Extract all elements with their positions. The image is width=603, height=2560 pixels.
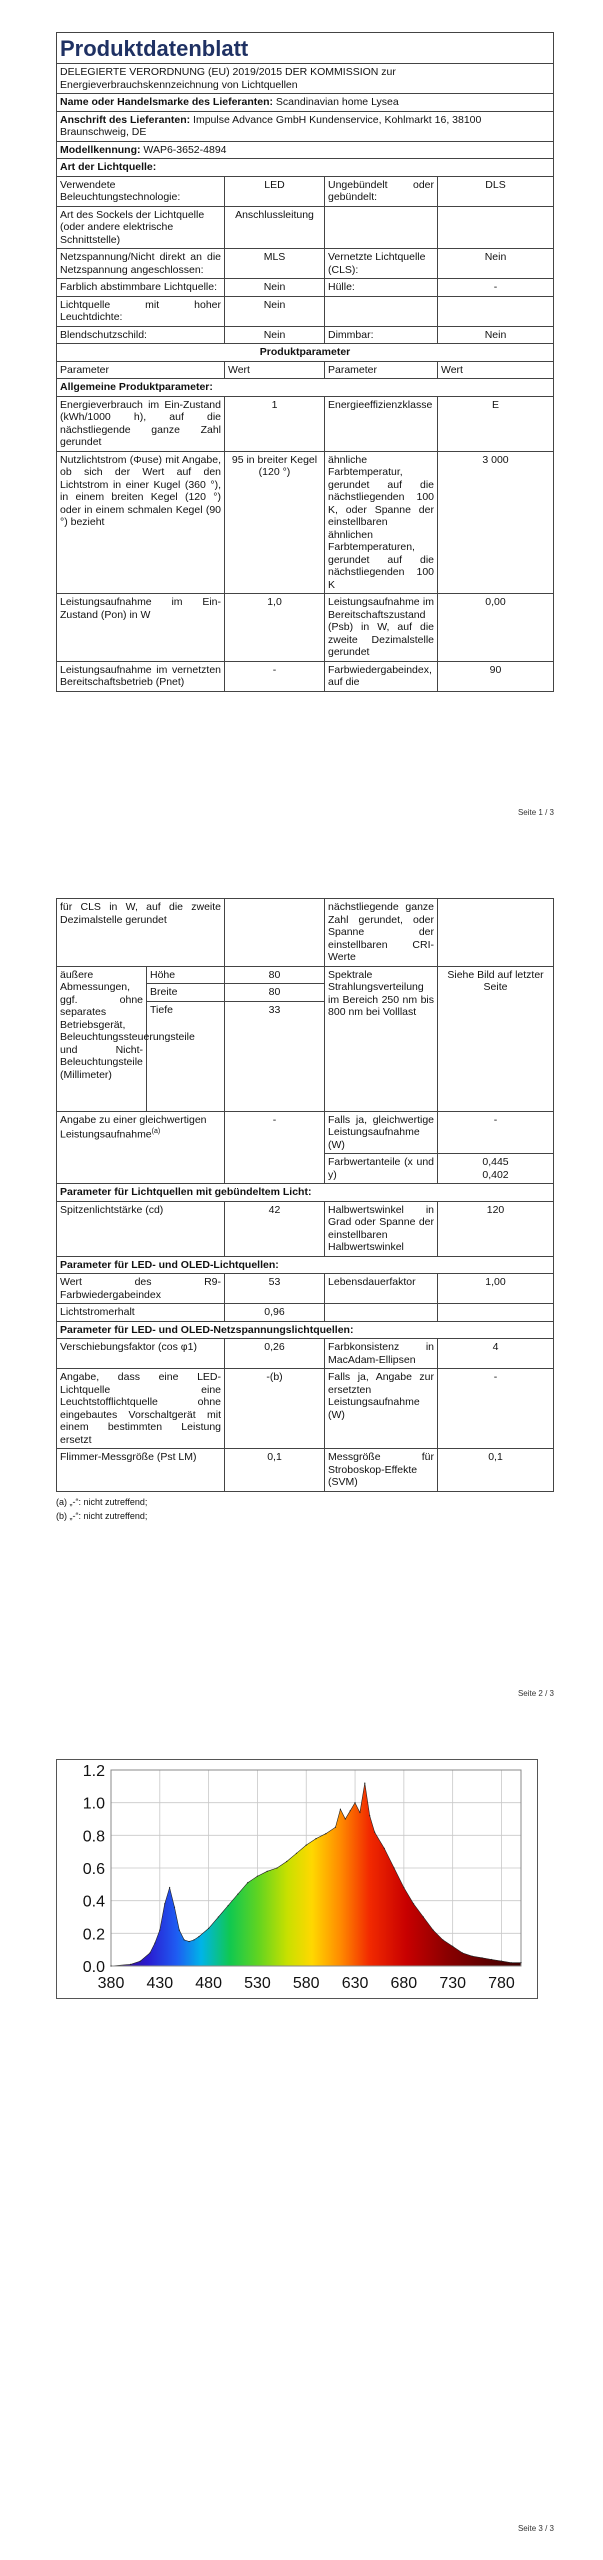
spectrum-point	[374, 1832, 375, 1833]
spectrum-point	[208, 1928, 209, 1929]
spectrum-point	[335, 1827, 336, 1828]
x-tick-label: 680	[390, 1975, 418, 1992]
spectrum-point	[511, 1962, 512, 1963]
page-number-1: Seite 1 / 3	[517, 808, 554, 817]
x-tick-label: 380	[97, 1975, 125, 1992]
table-row: Farbwertanteile (x und y) 0,445 0,402	[57, 1154, 554, 1184]
spectrum-point	[491, 1959, 492, 1960]
supplier-name-value: Scandinavian home Lysea	[275, 96, 399, 108]
model-value: WAP6-3652-4894	[143, 143, 227, 156]
datasheet-table-page1	[56, 32, 554, 692]
x-tick-label: 480	[195, 1975, 222, 1992]
table-row: Art des Sockels der Lichtquelle (oder andere elektrische Schnittstelle) Anschlussleitung	[57, 206, 554, 249]
table-row-split-bottom: für CLS in W, auf die zweite Dezimalstelle gerundet nächstliegende ganze Zahl gerundet, oder Spanne der einstellbaren CRI-Werte	[57, 899, 554, 967]
directional-header: Parameter für Lichtquellen mit gebündeltem Licht:	[57, 1184, 554, 1202]
table-row: Lichtstromerhalt 0,96	[57, 1304, 554, 1322]
mains-header: Parameter für LED- und OLED-Netzspannungslichtquellen:	[57, 1321, 554, 1339]
spectrum-point	[481, 1957, 482, 1958]
x-tick-label: 780	[488, 1975, 515, 1992]
spectrum-point	[423, 1916, 424, 1917]
spectrum-point	[452, 1946, 453, 1947]
supplier-address-value: Impulse Advance GmbH Kundenservice, Kohlmarkt 16, 38100 Braunschweig, DE	[60, 113, 482, 138]
model-row	[57, 141, 554, 159]
datasheet-table-page2	[56, 898, 554, 1492]
spectrum-point	[276, 1867, 277, 1868]
spectrum-point	[364, 1783, 365, 1784]
spectrum-point	[286, 1861, 287, 1862]
spectrum-chart	[56, 1759, 538, 1999]
spectrum-point	[228, 1905, 229, 1906]
spectrum-point	[174, 1907, 175, 1908]
spectrum-svg	[57, 1760, 537, 1998]
y-tick-label: 0.0	[82, 1959, 105, 1976]
page-number-3: Seite 3 / 3	[517, 2524, 554, 2533]
footnote-a: (a) „-“: nicht zutreffend;	[56, 1497, 148, 1507]
page-title: Produktdatenblatt	[57, 33, 554, 64]
spectrum-point	[179, 1930, 180, 1931]
spectrum-point	[164, 1903, 165, 1904]
table-row: Wert des R9-Farbwiedergabeindex 53 Lebensdauerfaktor 1,00	[57, 1274, 554, 1304]
x-tick-label: 430	[146, 1975, 174, 1992]
light-source-type-header: Art der Lichtquelle:	[57, 159, 554, 177]
x-tick-label: 730	[439, 1975, 467, 1992]
spectrum-point	[267, 1871, 268, 1872]
y-tick-label: 1.2	[82, 1763, 105, 1780]
spectrum-point	[189, 1941, 190, 1942]
spectrum-point	[110, 1965, 111, 1966]
supplier-address-label: Anschrift des Lieferanten:	[60, 113, 191, 126]
general-params-header: Allgemeine Produktparameter:	[57, 379, 554, 397]
table-row: Energieverbrauch im Ein-Zustand (kWh/1000 h), auf die nächstliegende ganze Zahl gerundet 1 Energieeffizienzklasse E	[57, 396, 554, 451]
y-tick-label: 0.2	[82, 1926, 105, 1944]
spectrum-point	[193, 1939, 194, 1940]
spectrum-point	[359, 1812, 360, 1813]
spectrum-point	[472, 1956, 473, 1957]
regulation-text: DELEGIERTE VERORDNUNG (EU) 2019/2015 DER KOMMISSION zur Energieverbrauchskennzeichnung von Lichtquellen	[57, 64, 554, 94]
y-tick-label: 0.4	[82, 1893, 105, 1911]
page-number-2: Seite 2 / 3	[517, 1689, 554, 1698]
table-row: Nutzlichtstrom (Φuse) mit Angabe, ob sich der Wert auf den Lichtstrom in einer Kugel (360 °), in einem breiten Kegel (120 °) oder in einem schmalen Kegel (90 °) bezieht 95 in breiter Kegel (120 °) ähnliche Farbtemperatur, gerundet auf die nächstliegenden 100 K, oder Spanne der einstellbaren ähnlichen Farbtemperaturen, gerundet auf die nächstliegenden 100 K 3 000	[57, 451, 554, 594]
table-row: Netzspannung/Nicht direkt an die Netzspannung angeschlossen: MLS Vernetzte Lichtquelle (CLS): Nein	[57, 249, 554, 279]
spectrum-point	[154, 1943, 155, 1944]
table-row: Leistungsaufnahme im Ein-Zustand (Pon) in W 1,0 Leistungsaufnahme im Bereitschaftszustand (Psb) in W, auf die zweite Dezimalstelle gerundet 0,00	[57, 594, 554, 662]
spectrum-point	[169, 1887, 170, 1888]
spectrum-point	[218, 1916, 219, 1917]
table-row: Spitzenlichtstärke (cd) 42 Halbwertswinkel in Grad oder Spanne der einstellbaren Halbwertswinkel 120	[57, 1201, 554, 1256]
footnote-b: (b) „-“: nicht zutreffend;	[56, 1511, 148, 1521]
supplier-name-label: Name oder Handelsmarke des Lieferanten:	[60, 96, 273, 108]
spectrum-point	[340, 1809, 341, 1810]
spectrum-point	[462, 1952, 463, 1953]
table-row: Angabe, dass eine LED-Lichtquelle eine Leuchtstofflichtquelle ohne eingebautes Vorschaltgerät mit einem bestimmten Leistung ersetzt -(b) Falls ja, Angabe zur ersetzten Leistungsaufnahme (W) -	[57, 1369, 554, 1449]
dimensions-row: äußere Abmessungen, ggf. ohne separates Betriebsgerät, Beleuchtungssteuerungsteile und Nicht-Beleuchtungsteile (Millimeter) Höhe 80 Spektrale Strahlungsverteilung im Bereich 250 nm bis 800 nm bei Volllast Siehe Bild auf letzter Seite	[57, 966, 554, 984]
spectrum-point	[257, 1876, 258, 1877]
spectrum-point	[350, 1810, 351, 1811]
spectrum-point	[345, 1818, 346, 1819]
product-params-header: Produktparameter	[57, 344, 554, 362]
spectrum-point	[394, 1867, 395, 1868]
y-tick-label: 0.8	[82, 1828, 105, 1846]
table-row: Blendschutzschild: Nein Dimmbar: Nein	[57, 326, 554, 344]
spectrum-point	[384, 1848, 385, 1849]
y-tick-label: 1.0	[82, 1795, 105, 1813]
x-tick-label: 630	[341, 1975, 369, 1992]
table-row-split-top: Leistungsaufnahme im vernetzten Bereitschaftsbetrieb (Pnet) - Farbwiedergabeindex, auf die 90	[57, 661, 554, 691]
dimensions-label: äußere Abmessungen, ggf. ohne separates Betriebsgerät, Beleuchtungssteuerungsteile und Nicht-Beleuchtungsteile (Millimeter)	[57, 966, 147, 1111]
spectrum-point	[184, 1939, 185, 1940]
spectrum-point	[354, 1802, 355, 1803]
table-row: Angabe zu einer gleichwertigen Leistungsaufnahme$^{(a)}$ - Falls ja, gleichwertige Leistungsaufnahme (W) -	[57, 1111, 554, 1154]
column-headers: Parameter Wert Parameter Wert	[57, 361, 554, 379]
spectrum-area	[111, 1783, 521, 1966]
spectrum-point	[413, 1903, 414, 1904]
spectrum-point	[247, 1882, 248, 1883]
spectrum-point	[130, 1964, 131, 1965]
spectrum-point	[198, 1936, 199, 1937]
supplier-name-row	[57, 94, 554, 112]
spectrum-point	[325, 1833, 326, 1834]
model-label: Modellkennung:	[60, 143, 141, 156]
spectrum-point	[140, 1961, 141, 1962]
spectrum-point	[403, 1887, 404, 1888]
spectrum-point	[520, 1962, 521, 1963]
spectrum-point	[442, 1939, 443, 1940]
spectrum-point	[306, 1845, 307, 1846]
dimensions-row: Tiefe 33	[57, 1001, 554, 1111]
spectrum-point	[296, 1853, 297, 1854]
y-tick-label: 0.6	[82, 1861, 105, 1878]
spectrum-point	[315, 1838, 316, 1839]
led-header: Parameter für LED- und OLED-Lichtquellen:	[57, 1256, 554, 1274]
table-row: Verwendete Beleuchtungstechnologie: LED Ungebündelt oder gebündelt: DLS	[57, 176, 554, 206]
spectrum-point	[159, 1930, 160, 1931]
table-row: Lichtquelle mit hoher Leuchtdichte: Nein	[57, 296, 554, 326]
spectrum-point	[237, 1894, 238, 1895]
spectrum-point	[149, 1952, 150, 1953]
table-row: Farblich abstimmbare Lichtquelle: Nein Hülle: -	[57, 279, 554, 297]
x-tick-label: 530	[244, 1975, 271, 1992]
table-row: Flimmer-Messgröße (Pst LM) 0,1 Messgröße für Stroboskop-Effekte (SVM) 0,1	[57, 1449, 554, 1492]
spectrum-point	[433, 1930, 434, 1931]
x-tick-label: 580	[292, 1975, 320, 1992]
spectrum-point	[501, 1961, 502, 1962]
spectrum-point	[369, 1815, 370, 1816]
table-row: Verschiebungsfaktor (cos φ1) 0,26 Farbkonsistenz in MacAdam-Ellipsen 4	[57, 1339, 554, 1369]
supplier-address-row	[57, 111, 554, 141]
equiv-label: Angabe zu einer gleichwertigen Leistungsaufnahme$^{(a)}$	[57, 1111, 225, 1184]
dimensions-row: Breite 80	[57, 984, 554, 1002]
